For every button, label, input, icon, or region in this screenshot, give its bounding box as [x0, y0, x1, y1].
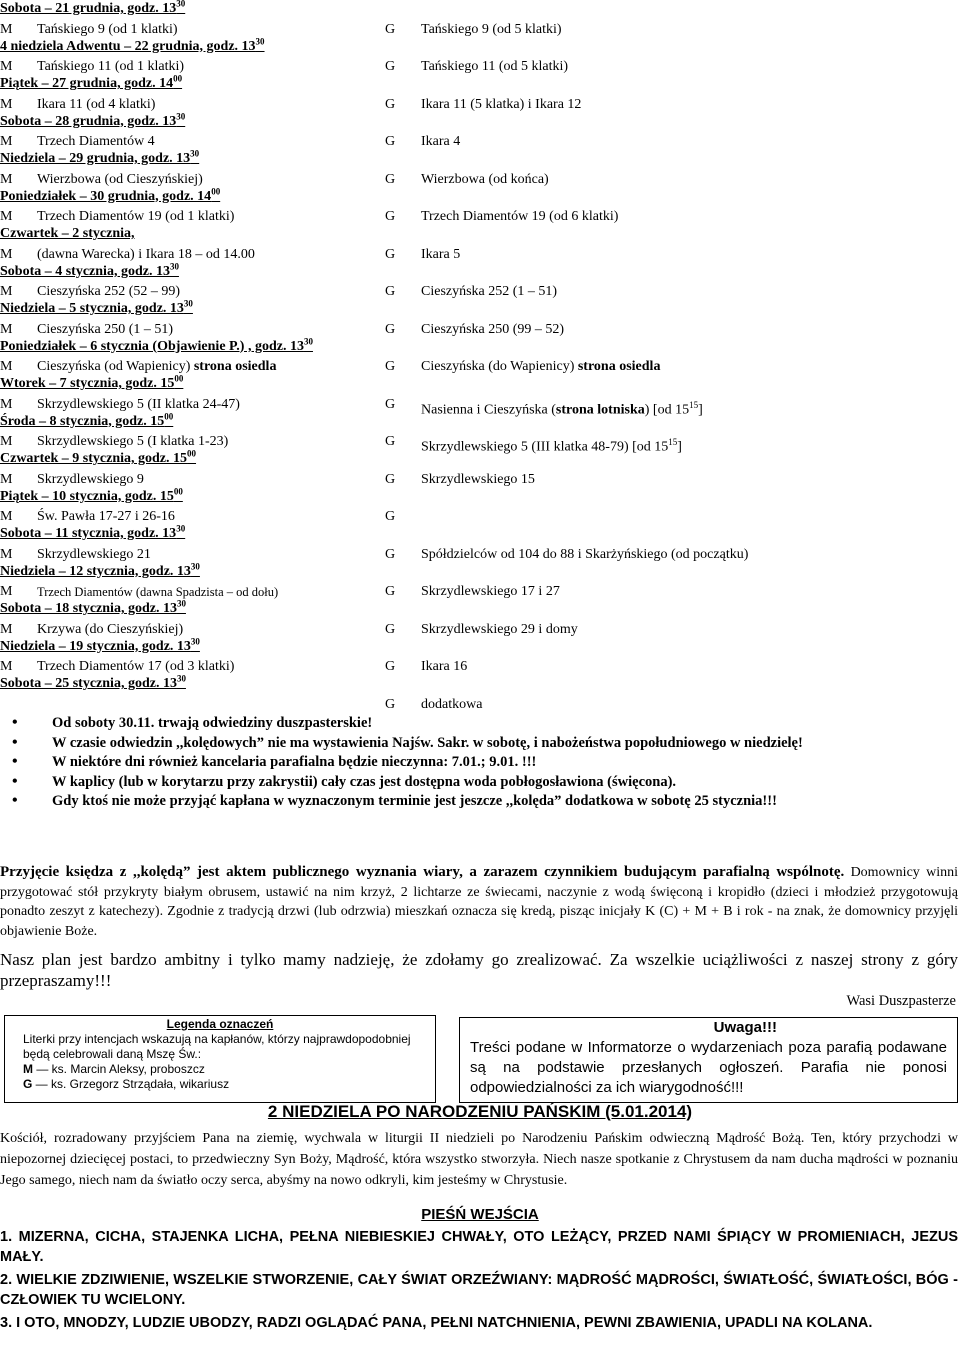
apology-paragraph: Nasz plan jest bardzo ambitny i tylko mamy nadzieję, że zdołamy go zrealizować. Za wszelkie uciążliwości z naszej strony z góry przepraszamy!!!: [0, 950, 958, 990]
announcement-item: • Gdy ktoś nie może przyjąć kapłana w wyznaczonym terminie jest jeszcze ,,kolęda” dodatkowa w sobotę 25 stycznia!!!: [0, 792, 960, 811]
time-minutes: 30: [183, 298, 193, 309]
visit-info-paragraph: [0, 863, 958, 941]
time-minutes: 00: [173, 485, 183, 496]
address-m: Skrzydlewskiego 5 (II klatka 24-47): [37, 396, 240, 412]
address-g: Trzech Diamentów 19 (od 6 klatki): [421, 209, 619, 225]
address-m: Skrzydlewskiego 21: [37, 546, 151, 562]
schedule-entry: [0, 469, 960, 488]
address-m: (dawna Warecka) i Ikara 18 – od 14.00: [37, 246, 255, 262]
priest-letter-g: G: [385, 621, 396, 637]
priest-letter-m: M: [0, 471, 13, 487]
time-minutes: 30: [169, 260, 179, 271]
schedule-date: 4 niedziela Adwentu – 22 grudnia, godz. $13^{30}$: [0, 35, 265, 54]
schedule-date: Piątek – 10 stycznia, godz. $15^{00}$: [0, 485, 183, 504]
schedule-entry: [0, 56, 960, 75]
address-g: Skrzydlewskiego 15: [421, 471, 535, 487]
address-g: Ikara 11 (5 klatka) i Ikara 12: [421, 96, 582, 112]
priest-letter-g: G: [385, 246, 396, 262]
schedule-date: Czwartek – 2 stycznia,: [0, 226, 135, 241]
address-emphasis: strona osiedla: [577, 359, 661, 375]
schedule-entry: [0, 19, 960, 38]
schedule-date: Sobota – 4 stycznia, godz. $13^{30}$: [0, 260, 179, 279]
priest-letter-g: G: [385, 134, 396, 150]
address-g: Ikara 4: [421, 134, 461, 150]
address-g: Skrzydlewskiego 17 i 27: [421, 584, 560, 600]
legend-label: — ks. Grzegorz Strządała, wikariusz: [32, 1077, 230, 1091]
priest-letter-g: G: [385, 209, 396, 225]
address-m: Cieszyńska 250 (1 – 51): [37, 321, 174, 337]
time-minutes: 30: [176, 673, 186, 684]
signature: Wasi Duszpasterze: [846, 993, 956, 1009]
song-verse: 2. WIELKIE ZDZIWIENIE, WSZELKIE STWORZENIE, CAŁY ŚWIAT ORZEŹWIANY: MĄDROŚĆ MĄDROŚCI, ŚWIATŁOŚĆ, ŚWIATŁOŚCI, BÓG - CZŁOWIEK TU WCIELONY.: [0, 1272, 958, 1308]
address-m: Wierzbowa (od Cieszyńskiej): [37, 171, 203, 187]
schedule-entry: [0, 319, 960, 338]
address-g: Cieszyńska (do Wapienicy) strona osiedla: [421, 359, 661, 375]
legend-text: Literki przy intencjach wskazują na kapłanów, którzy najprawdopodobniej będą celebrowali daną Mszę Św.:: [23, 1032, 411, 1061]
address-m: Cieszyńska (od Wapienicy) strona osiedla: [37, 359, 277, 375]
address-m: Skrzydlewskiego 9: [37, 471, 144, 487]
priest-letter-g: G: [385, 396, 396, 412]
time-minutes: 30: [303, 335, 313, 346]
schedule-entry: [0, 281, 960, 300]
time-minutes: 00: [173, 73, 183, 84]
schedule-date: Poniedziałek – 6 stycznia (Objawienie P.) , godz. $13^{30}$: [0, 335, 313, 354]
schedule-date: Niedziela – 5 stycznia, godz. $13^{30}$: [0, 298, 193, 316]
schedule-entry: [0, 506, 960, 525]
priest-letter-m: M: [0, 209, 13, 225]
legend-letter: G: [23, 1077, 33, 1091]
schedule-entry: [0, 544, 960, 563]
schedule-entry: [0, 244, 960, 263]
time-minutes: 30: [255, 35, 265, 46]
priest-letter-g: G: [385, 359, 396, 375]
schedule-date: Niedziela – 12 stycznia, godz. $13^{30}$: [0, 560, 200, 579]
priest-letter-m: M: [0, 134, 13, 150]
address-g: Spółdzielców od 104 do 88 i Skarżyńskiego (od początku): [421, 546, 749, 562]
time-minutes: 15: [689, 399, 699, 410]
legend-item-g: [23, 1077, 435, 1092]
schedule-entry: [0, 131, 960, 150]
address-m: Krzywa (do Cieszyńskiej): [37, 621, 184, 637]
address-emphasis: strona osiedla: [193, 359, 277, 375]
priest-letter-g: G: [385, 59, 396, 75]
priest-letter-m: M: [0, 621, 13, 637]
schedule-entry: [0, 356, 960, 375]
address-g: Ikara 5: [421, 246, 461, 262]
time-minutes: 00: [164, 410, 174, 421]
announcement-item: • W niektóre dni również kancelaria parafialna będzie nieczynna: 7.01.; 9.01. !!!: [0, 753, 960, 772]
priest-letter-g: G: [385, 321, 396, 337]
priest-letter-m: M: [0, 321, 13, 337]
priest-letter-m: M: [0, 584, 13, 600]
schedule-date: Sobota – 18 stycznia, godz. $13^{30}$: [0, 598, 186, 616]
schedule-entry: [0, 169, 960, 188]
announcement-list: [0, 714, 960, 812]
priest-letter-m: M: [0, 171, 13, 187]
schedule-date: Niedziela – 29 grudnia, godz. $13^{30}$: [0, 148, 200, 166]
priest-letter-g: G: [385, 509, 396, 525]
time-minutes: 00: [187, 448, 197, 459]
schedule-date: Piątek – 27 grudnia, godz. $14^{00}$: [0, 73, 183, 91]
priest-letter-m: M: [0, 434, 13, 450]
address-m: Skrzydlewskiego 5 (I klatka 1-23): [37, 434, 229, 450]
priest-letter-g: G: [385, 471, 396, 487]
schedule-date: Poniedziałek – 30 grudnia, godz. $14^{00}$: [0, 185, 221, 204]
announcement-item: • Od soboty 30.11. trwają odwiedziny duszpasterskie!: [0, 714, 960, 733]
schedule-date: Sobota – 25 stycznia, godz. $13^{30}$: [0, 673, 186, 691]
disclaimer-text: Treści podane w Informatorze o wydarzeniach poza parafią podawane są na podstawie przesłanych ogłoszeń. Parafia nie ponosi odpowiedzialności za ich wiarygodność!!!: [470, 1039, 947, 1096]
address-g: Wierzbowa (od końca): [421, 171, 549, 187]
schedule-entry: [0, 94, 960, 113]
announcement-item: • W czasie odwiedzin ,,kolędowych” nie ma wystawienia Najśw. Sakr. w sobotę, i nabożeństwa popołudniowego w niedzielę!: [0, 734, 960, 753]
schedule-entry: [0, 656, 960, 675]
address-g: Ikara 16: [421, 659, 468, 675]
address-m: Tańskiego 11 (od 1 klatki): [37, 59, 185, 75]
address-g: Cieszyńska 250 (99 – 52): [421, 321, 565, 337]
time-minutes: 30: [190, 148, 200, 159]
priest-letter-m: M: [0, 246, 13, 262]
address-m: Cieszyńska 252 (52 – 99): [37, 284, 181, 300]
time-minutes: 30: [190, 635, 200, 646]
time-minutes: 30: [176, 0, 186, 9]
priest-letter-m: M: [0, 509, 13, 525]
priest-letter-m: M: [0, 659, 13, 675]
priest-letter-m: M: [0, 396, 13, 412]
disclaimer-title: Uwaga!!!: [713, 1019, 777, 1036]
priest-letter-m: M: [0, 59, 13, 75]
time-minutes: 30: [176, 598, 186, 609]
priest-letter-m: M: [0, 96, 13, 112]
schedule-date: Czwartek – 9 stycznia, godz. $15^{00}$: [0, 448, 197, 466]
time-minutes: 00: [211, 185, 221, 196]
song-title: PIEŚŃ WEJŚCIA: [421, 1206, 539, 1223]
legend-label: — ks. Marcin Aleksy, proboszcz: [33, 1062, 205, 1076]
schedule-entry: [0, 619, 960, 638]
address-g: Tańskiego 9 (od 5 klatki): [421, 21, 562, 37]
address-m: Tańskiego 9 (od 1 klatki): [37, 21, 178, 37]
announcement-item: • W kaplicy (lub w korytarzu przy zakrystii) cały czas jest dostępna woda pobłogosławiona (święcona).: [0, 773, 960, 792]
legend-box: [4, 1015, 436, 1103]
song-verse: 3. I OTO, MNODZY, LUDZIE UBODZY, RADZI OGLĄDAĆ PANA, PEŁNI NATCHNIENIA, PEWNI ZBAWIENIA, UPADLI NA KOLANA.: [0, 1315, 873, 1331]
address-m: Trzech Diamentów 17 (od 3 klatki): [37, 659, 235, 675]
time-minutes: 30: [190, 560, 200, 571]
disclaimer-box: [459, 1017, 958, 1103]
song-lyrics: [0, 1228, 958, 1338]
legend-title: Legenda oznaczeń: [166, 1017, 274, 1031]
legend-letter: M: [23, 1062, 33, 1076]
schedule-date: Wtorek – 7 stycznia, godz. $15^{00}$: [0, 373, 184, 391]
schedule-entry: [0, 694, 960, 713]
schedule-date: Sobota – 11 stycznia, godz. $13^{30}$: [0, 523, 186, 541]
address-g: dodatkowa: [421, 696, 483, 712]
song-verse: 1. MIZERNA, CICHA, STAJENKA LICHA, PEŁNA NIEBIESKIEJ CHWAŁY, OTO LEŻĄCY, PRZED NAMI ŚPIĄCY W PROMIENIACH, JEZUS MAŁY.: [0, 1229, 958, 1265]
address-m: Ikara 11 (od 4 klatki): [37, 96, 156, 112]
time-minutes: 00: [174, 373, 184, 384]
address-g: Cieszyńska 252 (1 – 51): [421, 284, 558, 300]
schedule-date: Sobota – 21 grudnia, godz. $13^{30}$: [0, 0, 186, 16]
legend-item-m: [23, 1062, 435, 1077]
priest-letter-m: M: [0, 546, 13, 562]
priest-letter-m: M: [0, 359, 13, 375]
liturgy-intro-paragraph: Kościół, rozradowany przyjściem Pana na ziemię, wychwala w liturgii II niedzieli po Narodzeniu Pańskim odwieczną Mądrość Bożą. Ten, który przychodzi w niepozornej dziecięcej postaci, to przedwieczny Syn Boży, Mądrość, która wszystko stworzyła. Niech nasze spotkanie z Chrystusem da nam ducha mądrości w poznaniu Jego samego, niech nam da światło oczy serca, abyśmy na nowo odkryli, kim jesteśmy w Chrystusie.: [0, 1131, 958, 1188]
visit-info-text: Domownicy winni przygotować stół przykryty białym obrusem, ustawić na nim krzyż, 2 lichtarze ze świecami, naczynie z wodą święconą i kropidło (dzieci i młodzież przygotowują ponadto zeszyt z katechezy). Zgodnie z tradycją drzwi (lub odrzwia) mieszkań oznacza się kredą, pisząc inicjały K (C) + M + B i rok - na znak, że domownicy przyjęli objawienie Boże.: [0, 865, 958, 939]
schedule-date: Środa – 8 stycznia, godz. $15^{00}$: [0, 410, 174, 429]
address-emphasis: strona lotniska: [555, 402, 645, 418]
address-g: Skrzydlewskiego 29 i domy: [421, 621, 578, 637]
section-heading: 2 NIEDZIELA PO NARODZENIU PAŃSKIM (5.01.2014): [267, 1102, 693, 1121]
priest-letter-m: M: [0, 284, 13, 300]
priest-letter-m: M: [0, 21, 13, 37]
schedule-date: Sobota – 28 grudnia, godz. $13^{30}$: [0, 110, 186, 129]
priest-letter-g: G: [385, 284, 396, 300]
address-m: Św. Pawła 17-27 i 26-16: [37, 509, 175, 525]
address-m: Trzech Diamentów 4: [37, 134, 155, 150]
priest-letter-g: G: [385, 584, 396, 600]
time-minutes: 30: [176, 110, 186, 121]
priest-letter-g: G: [385, 659, 396, 675]
address-m: Trzech Diamentów 19 (od 1 klatki): [37, 209, 235, 225]
priest-letter-g: G: [385, 434, 396, 450]
priest-letter-g: G: [385, 171, 396, 187]
time-minutes: 30: [176, 523, 186, 534]
address-g: Skrzydlewskiego 5 (III klatka 48-79) [od $15^{15}$]: [421, 437, 682, 455]
priest-letter-g: G: [385, 546, 396, 562]
visit-info-lead: Przyjęcie księdza z ,,kolędą” jest aktem publicznego wyznania wiary, a zarazem czynnikiem budującym parafialną wspólnotę.: [0, 864, 845, 880]
time-minutes: 15: [668, 437, 678, 448]
schedule-date: Niedziela – 19 stycznia, godz. $13^{30}$: [0, 635, 200, 654]
address-g: Nasienna i Cieszyńska (strona lotniska) [od $15^{15}$]: [421, 399, 703, 418]
priest-letter-g: G: [385, 696, 396, 712]
address-m: Trzech Diamentów (dawna Spadzista – od dołu): [37, 585, 279, 600]
schedule-entry: [0, 206, 960, 225]
schedule-entry: [0, 581, 960, 600]
address-g: Tańskiego 11 (od 5 klatki): [421, 59, 569, 75]
priest-letter-g: G: [385, 21, 396, 37]
priest-letter-g: G: [385, 96, 396, 112]
